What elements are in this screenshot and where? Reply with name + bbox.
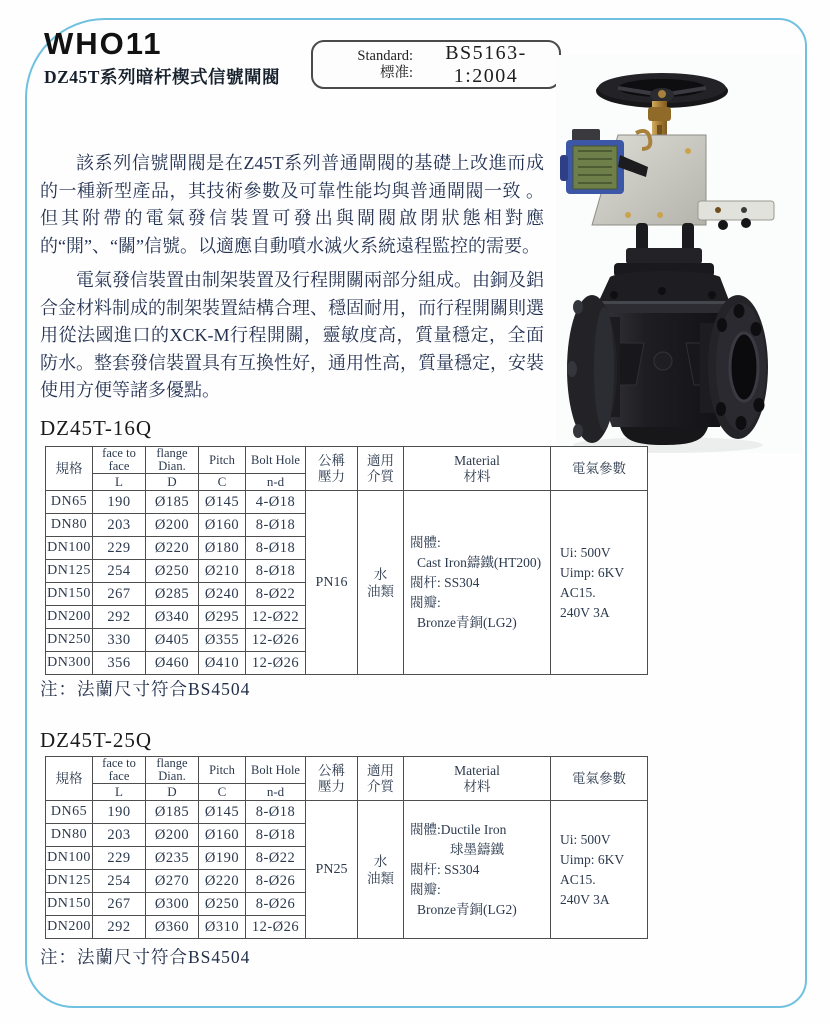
cell-dimension: 12-Ø26 (246, 629, 306, 652)
cell-dimension: Ø220 (199, 870, 246, 893)
cell-dimension: 292 (93, 916, 146, 939)
col-header-electrical (551, 447, 648, 491)
cell-dimension: Ø270 (146, 870, 199, 893)
col-header-spec: 規格 (46, 447, 93, 491)
cell-size: DN200 (46, 916, 93, 939)
cell-dimension: 8-Ø22 (246, 847, 306, 870)
cell-dimension: Ø200 (146, 514, 199, 537)
header-label: Dian. (158, 769, 186, 783)
cell-dimension: 254 (93, 560, 146, 583)
col-subheader: C (199, 474, 246, 491)
material-line: Bronze青銅(LG2) (417, 614, 517, 630)
cell-size: DN300 (46, 652, 93, 675)
col-header-pressure (306, 757, 358, 801)
cell-size: DN100 (46, 847, 93, 870)
col-header-medium (358, 757, 404, 801)
standard-value: BS5163-1:2004 (445, 41, 527, 87)
cell-dimension: 4-Ø18 (246, 491, 306, 514)
col-subheader: L (93, 474, 146, 491)
col-header-pressure (306, 447, 358, 491)
material-line: 閥瓣: (410, 881, 441, 897)
cell-dimension: Ø235 (146, 847, 199, 870)
medium-line: 油類 (367, 870, 394, 886)
cell-dimension: 8-Ø18 (246, 514, 306, 537)
header-label: Pitch (209, 762, 235, 777)
cell-dimension: Ø210 (199, 560, 246, 583)
header-label: 適用 (367, 762, 394, 778)
col-header-dim (199, 757, 246, 784)
col-header-dim (246, 757, 306, 784)
cell-dimension: 8-Ø26 (246, 870, 306, 893)
cell-dimension: 8-Ø18 (246, 560, 306, 583)
electrical-line: AC15. (560, 584, 596, 600)
col-header-dim (93, 757, 146, 784)
electrical-line: 240V 3A (560, 891, 610, 907)
cell-electrical (551, 801, 648, 939)
header-label: 公稱 (318, 452, 345, 468)
cell-dimension: Ø405 (146, 629, 199, 652)
col-header-dim (146, 447, 199, 474)
cell-dimension: 8-Ø18 (246, 801, 306, 824)
cell-dimension: Ø240 (199, 583, 246, 606)
header-label: Bolt Hole (251, 452, 300, 467)
header-label: Material (454, 452, 500, 468)
cell-dimension: Ø340 (146, 606, 199, 629)
cell-dimension: Ø410 (199, 652, 246, 675)
cell-size: DN80 (46, 514, 93, 537)
cell-dimension: 8-Ø22 (246, 583, 306, 606)
cell-size: DN100 (46, 537, 93, 560)
col-header-material (404, 447, 551, 491)
col-header-material (404, 757, 551, 801)
electrical-line: Uimp: 6KV (560, 851, 625, 867)
header-label: face to (102, 756, 136, 770)
cell-dimension: 229 (93, 537, 146, 560)
electrical-line: Ui: 500V (560, 544, 611, 560)
cell-dimension: 254 (93, 870, 146, 893)
cell-dimension: 229 (93, 847, 146, 870)
header-label: 材料 (463, 778, 491, 794)
table2-note: 注：法蘭尺寸符合BS4504 (40, 947, 251, 967)
table-row (46, 801, 648, 824)
cell-size: DN65 (46, 491, 93, 514)
medium-line: 油類 (367, 583, 394, 599)
cell-dimension: Ø250 (199, 893, 246, 916)
table1-note: 注：法蘭尺寸符合BS4504 (40, 679, 251, 699)
table1-title: DZ45T-16Q (40, 416, 153, 440)
cell-size: DN150 (46, 583, 93, 606)
cell-medium (358, 801, 404, 939)
cell-dimension: Ø220 (146, 537, 199, 560)
cell-pressure: PN16 (306, 491, 358, 675)
header-label: face (108, 769, 130, 783)
header-label: face (108, 459, 130, 473)
cell-material (404, 491, 551, 675)
spec-table (45, 446, 648, 675)
cell-size: DN200 (46, 606, 93, 629)
cell-dimension: Ø145 (199, 801, 246, 824)
standard-label-zh: 標准: (379, 64, 413, 81)
cell-dimension: 267 (93, 583, 146, 606)
cell-dimension: 292 (93, 606, 146, 629)
cell-size: DN150 (46, 893, 93, 916)
header-label: flange (156, 756, 188, 770)
col-header-electrical (551, 757, 648, 801)
header-label: Bolt Hole (251, 762, 300, 777)
material-line: 閥體:Ductile Iron (410, 821, 507, 837)
cell-dimension: Ø185 (146, 491, 199, 514)
electrical-line: Ui: 500V (560, 831, 611, 847)
cell-dimension: 356 (93, 652, 146, 675)
standard-labels (313, 48, 413, 82)
cell-medium (358, 491, 404, 675)
electrical-line: Uimp: 6KV (560, 564, 625, 580)
medium-line: 水 (373, 853, 388, 869)
header-label: 公稱 (318, 762, 345, 778)
cell-dimension: Ø360 (146, 916, 199, 939)
cell-dimension: 12-Ø26 (246, 916, 306, 939)
valve-illustration (548, 55, 810, 457)
cell-dimension: Ø160 (199, 824, 246, 847)
cell-dimension: Ø190 (199, 847, 246, 870)
cell-dimension: 8-Ø26 (246, 893, 306, 916)
cell-size: DN250 (46, 629, 93, 652)
cell-dimension: 203 (93, 514, 146, 537)
header-label: 介質 (367, 778, 394, 794)
cell-dimension: 12-Ø22 (246, 606, 306, 629)
cell-size: DN125 (46, 870, 93, 893)
material-line: 閥杆: SS304 (410, 574, 480, 590)
material-line: Cast Iron鑄鐵(HT200) (417, 554, 542, 570)
material-line: 球墨鑄鐵 (450, 841, 504, 857)
material-line: 閥體: (410, 534, 441, 550)
electrical-line: AC15. (560, 871, 596, 887)
cell-size: DN80 (46, 824, 93, 847)
product-subtitle: DZ45T系列暗杆楔式信號閘閥 (44, 67, 280, 87)
header-label: Material (454, 762, 500, 778)
cell-dimension: Ø185 (146, 801, 199, 824)
intro-paragraph-1: 該系列信號閘閥是在Z45T系列普通閘閥的基礎上改進而成的一種新型產品，其技術參數及可靠性能均與普通閘閥一致 。但其附帶的電氣發信裝置可發出與閘閥啟閉狀態相對應的“開”、“關”信號。以適應自動噴水滅火系統遠程監控的需要。 (40, 153, 544, 256)
spec-table (45, 756, 648, 939)
col-subheader: L (93, 784, 146, 801)
cell-dimension: 12-Ø26 (246, 652, 306, 675)
col-subheader: C (199, 784, 246, 801)
cell-dimension: Ø160 (199, 514, 246, 537)
cell-dimension: 8-Ø18 (246, 537, 306, 560)
cell-dimension: Ø200 (146, 824, 199, 847)
col-header-dim (199, 447, 246, 474)
col-header-dim (246, 447, 306, 474)
header-label: 適用 (367, 452, 394, 468)
cell-dimension: 8-Ø18 (246, 824, 306, 847)
cell-size: DN65 (46, 801, 93, 824)
cell-pressure: PN25 (306, 801, 358, 939)
cell-dimension: 190 (93, 801, 146, 824)
intro-paragraph-2: 電氣發信裝置由制架裝置及行程開關兩部分組成。由銅及鋁合金材料制成的制架裝置結構合理、穩固耐用，而行程開關則選用從法國進口的XCK-M行程開關，靈敏度高，質量穩定，全面防水。整套發信裝置具有互換性好，通用性高，質量穩定，安裝使用方便等諸多優點。 (40, 270, 544, 400)
cell-dimension: Ø460 (146, 652, 199, 675)
cell-electrical (551, 491, 648, 675)
header-label: face to (102, 446, 136, 460)
col-subheader: D (146, 474, 199, 491)
intro-text (40, 150, 544, 412)
cell-dimension: Ø355 (199, 629, 246, 652)
col-header-medium (358, 447, 404, 491)
table-row (46, 491, 648, 514)
cell-material (404, 801, 551, 939)
cell-dimension: 190 (93, 491, 146, 514)
material-line: 閥瓣: (410, 594, 441, 610)
cell-dimension: Ø300 (146, 893, 199, 916)
header-label: Pitch (209, 452, 235, 467)
cell-dimension: 330 (93, 629, 146, 652)
material-line: Bronze青銅(LG2) (417, 901, 517, 917)
cell-dimension: Ø145 (199, 491, 246, 514)
col-header-spec: 規格 (46, 757, 93, 801)
header-label: 壓力 (318, 778, 345, 794)
col-header-dim (146, 757, 199, 784)
col-subheader: n-d (246, 784, 306, 801)
cell-dimension: 203 (93, 824, 146, 847)
cell-dimension: Ø310 (199, 916, 246, 939)
cell-dimension: Ø180 (199, 537, 246, 560)
header-label: 介質 (367, 468, 394, 484)
header-label: 材料 (463, 468, 491, 484)
valve-photo (548, 55, 810, 457)
col-header-dim (93, 447, 146, 474)
cell-dimension: 267 (93, 893, 146, 916)
standard-box (311, 40, 561, 89)
table2-title: DZ45T-25Q (40, 728, 153, 752)
header-label: Dian. (158, 459, 186, 473)
cell-dimension: Ø295 (199, 606, 246, 629)
material-line: 閥杆: SS304 (410, 861, 480, 877)
standard-label-en: Standard: (357, 47, 413, 64)
medium-line: 水 (373, 566, 388, 582)
col-subheader: D (146, 784, 199, 801)
cell-size: DN125 (46, 560, 93, 583)
cell-dimension: Ø250 (146, 560, 199, 583)
page-title: WHO11 (44, 26, 163, 61)
electrical-line: 240V 3A (560, 604, 610, 620)
col-subheader: n-d (246, 474, 306, 491)
header-label: 壓力 (318, 468, 345, 484)
header-label: flange (156, 446, 188, 460)
header-label: 電氣參數 (572, 460, 626, 476)
header-label: 電氣參數 (572, 770, 626, 786)
cell-dimension: Ø285 (146, 583, 199, 606)
